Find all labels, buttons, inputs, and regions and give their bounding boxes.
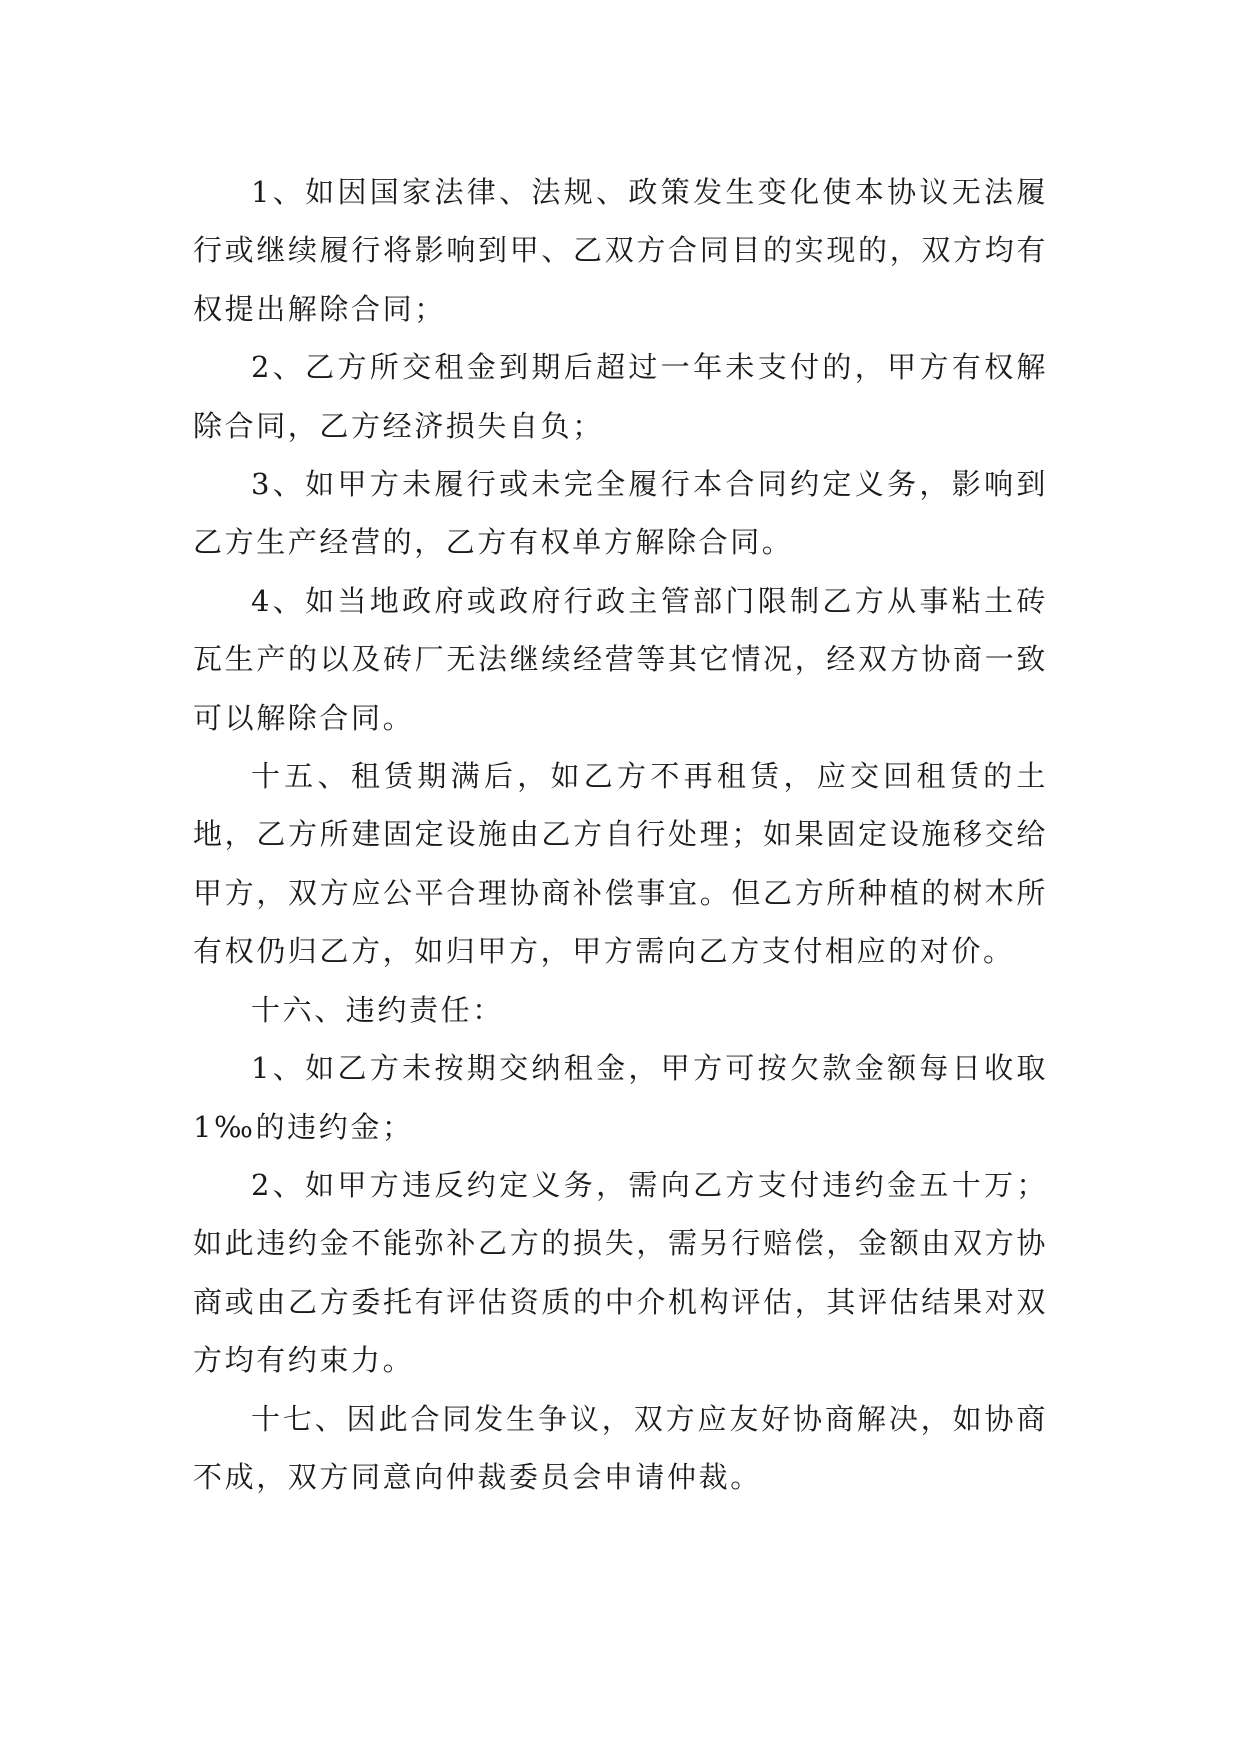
paragraph-clause-4: 4、如当地政府或政府行政主管部门限制乙方从事粘土砖瓦生产的以及砖厂无法继续经营等其它情况，经双方协商一致可以解除合同。 [193,583,1048,735]
paragraph-article-15: 十五、租赁期满后，如乙方不再租赁，应交回租赁的土地，乙方所建固定设施由乙方自行处理；如果固定设施移交给甲方，双方应公平合理协商补偿事宜。但乙方所种植的树木所有权仍归乙方，如归甲方，甲方需向乙方支付相应的对价。 [193,759,1048,969]
paragraph-clause-2: 2、乙方所交租金到期后超过一年未支付的，甲方有权解除合同，乙方经济损失自负； [193,350,1048,443]
paragraph-clause-3: 3、如甲方未履行或未完全履行本合同约定义务，影响到乙方生产经营的，乙方有权单方解除合同。 [193,467,1048,560]
paragraph-penalty-2: 2、如甲方违反约定义务，需向乙方支付违约金五十万；如此违约金不能弥补乙方的损失，需另行赔偿，金额由双方协商或由乙方委托有评估资质的中介机构评估，其评估结果对双方均有约束力。 [193,1167,1048,1378]
paragraph-article-17: 十七、因此合同发生争议，双方应友好协商解决，如协商不成，双方同意向仲裁委员会申请仲裁。 [193,1401,1048,1494]
paragraph-clause-1: 1、如因国家法律、法规、政策发生变化使本协议无法履行或继续履行将影响到甲、乙双方合同目的实现的，双方均有权提出解除合同； [193,175,1048,326]
paragraph-penalty-1: 1、如乙方未按期交纳租金，甲方可按欠款金额每日收取 1‰的违约金； [193,1051,1048,1144]
paragraph-article-16-heading: 十六、违约责任： [251,992,504,1027]
document-body [193,163,1048,1506]
